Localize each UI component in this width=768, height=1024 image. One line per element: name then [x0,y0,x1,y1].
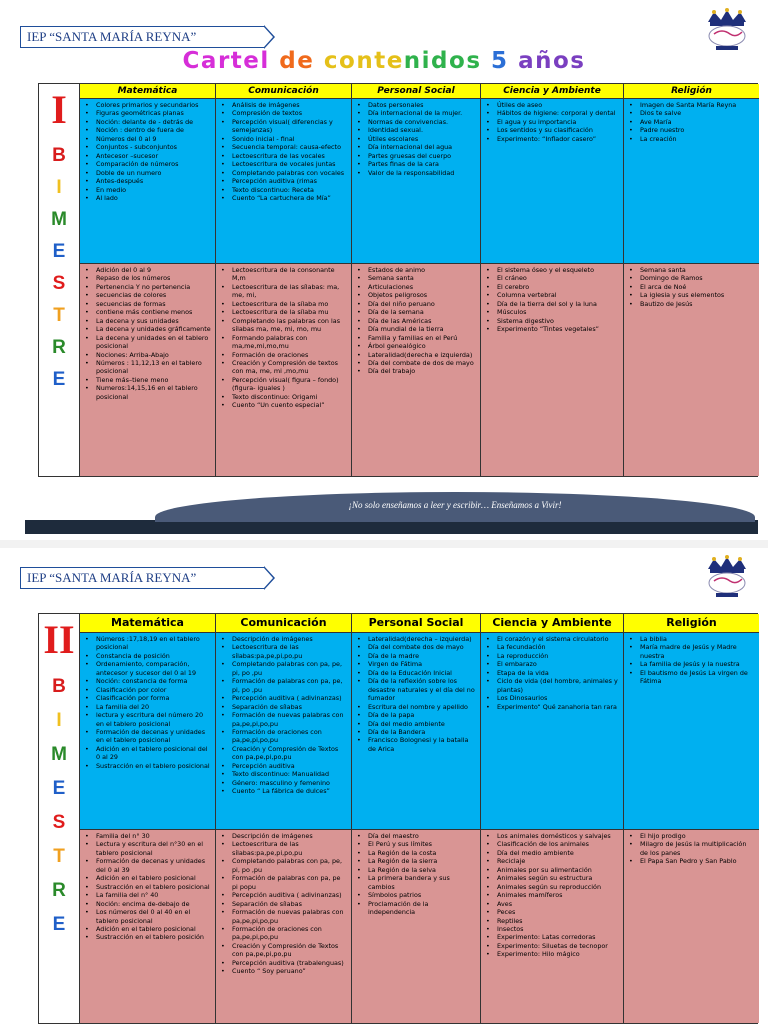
list-item: • La familia del 20 [84,703,212,711]
list-item: • Noción: encima de-debajo de [84,900,212,908]
cell-personal-social [352,633,481,830]
list-item: • Cuento “ La fábrica de dulces” [220,787,348,795]
cell-ciencia-ambiente [481,633,624,830]
list-item: • La primera bandera y sus cambios [356,874,477,891]
list-item: • Animales según su estructura [485,874,620,882]
list-item: • Los animales domésticos y salvajes [485,832,620,840]
page-title [0,48,768,74]
list-item: • Domingo de Ramos [628,274,756,282]
header-ciencia-ambiente: Ciencia y Ambiente [481,614,624,633]
list-item: • La iglesia y sus elementos [628,291,756,299]
list-item: • Normas de convivencias. [356,118,477,126]
motto-text: ¡No solo enseñamos a leer y escribir… Enseñamos a Vivir! [348,500,562,510]
list-item: • Formando palabras con ma,me,mi,mo,mu [220,334,348,351]
list-item: • Experimento“ Qué zanahoria tan rara [485,703,620,711]
cell-matematica [80,264,216,476]
list-item: • Noción: delante de - detrás de [84,118,212,126]
list-item: • El cráneo [485,274,620,282]
list-item: • Día de la papa [356,711,477,719]
list-item: • Noción : dentro de fuera de [84,126,212,134]
list-item: • Día de la semana [356,308,477,316]
list-item: • Pertenencia Y no pertenencia [84,283,212,291]
list-item: • Formación de nuevas palabras con pa,pe,pi,po,pu [220,711,348,728]
list-item: • Percepción auditiva [220,762,348,770]
list-item: • Creación y Compresión de Textos con pa,pe,pi,po,pu [220,745,348,762]
list-item: • Día del medio ambiente [356,720,477,728]
list-item: • Formación de decenas y unidades del 0 al 39 [84,857,212,874]
list-item: • Noción: constancia de forma [84,677,212,685]
list-item: • Los Dinosaurios [485,694,620,702]
title-part-1: Cartel [182,48,270,74]
cell-comunicacion [216,633,352,830]
list-item: • La decena y unidades gráficamente [84,325,212,333]
cell-ciencia-ambiente [481,264,624,476]
bimestre-1-table [38,83,758,477]
header-religion: Religión [624,614,759,633]
cell-matematica [80,99,216,264]
list-item: • Día de la Educación Inicial [356,669,477,677]
school-name: IEP “SANTA MARÍA REYNA” [27,29,197,44]
list-item: • Útiles escolares [356,135,477,143]
side-letter: M [51,209,67,230]
list-item: • Completando palabras con pa, pe, pi, po ,pu [220,660,348,677]
list-item: • María madre de Jesús y Madre nuestra [628,643,756,660]
list-item: • Estados de animo [356,266,477,274]
list-item: • Descripción de imágenes [220,635,348,643]
list-item: • Tiene más–tiene meno [84,376,212,384]
list-item: • Datos personales [356,101,477,109]
list-item: • Reciclaje [485,857,620,865]
list-item: • El cerebro [485,283,620,291]
list-item: • Lectoescritura de la consonante M,m [220,266,348,283]
list-item: • Adición del 0 al 9 [84,266,212,274]
school-crest-icon [702,555,752,599]
list-item: • Análisis de imágenes [220,101,348,109]
list-item: • Partes finas de la cara [356,160,477,168]
list-item: • Día de las Américas [356,317,477,325]
list-item: • Separación de sílabas [220,703,348,711]
list-item: • Secuencia temporal: causa-efecto [220,143,348,151]
list-item: • Cuento “La cartuchera de Mía” [220,194,348,202]
list-item: • Conjuntos - subconjuntos [84,143,212,151]
list-item: • Al lado [84,194,212,202]
title-part-3: conte [323,48,404,74]
list-item: • Lectoescritura de las vocales [220,152,348,160]
cell-ciencia-ambiente [481,99,624,264]
list-item: • La decena y unidades en el tablero posicional [84,334,212,351]
side-letter: R [52,880,66,901]
list-item: • Clasificación por color [84,686,212,694]
header-religion: Religión [624,84,759,99]
list-item: • Cuento “Un cuento especial” [220,401,348,409]
list-item: • Formación de decenas y unidades en el tablero posicional [84,728,212,745]
list-item: • Completando palabras con vocales [220,169,348,177]
list-item: • Día de la reflexión sobre los desastre naturales y el día del no fumador [356,677,477,702]
list-item: • Proclamación de la independencia [356,900,477,917]
list-item: • Percepción visual( figura – fondo)(figura- iguales ) [220,376,348,393]
list-item: • Los números del 0 al 40 en el tablero posicional [84,908,212,925]
list-item: • El sistema óseo y el esqueleto [485,266,620,274]
list-item: • Día mundial de la tierra [356,325,477,333]
list-item: • La Región de la sierra [356,857,477,865]
list-item: • Escritura del nombre y apellido [356,703,477,711]
header-personal-social: Personal Social [352,614,481,633]
list-item: • Antes-después [84,177,212,185]
list-item: • Símbolos patrios [356,891,477,899]
list-item: • Adición en el tablero posicional del 0 al 29 [84,745,212,762]
list-item: • Lectoescritura de la sílaba mo [220,300,348,308]
list-item: • Separación de sílabas [220,900,348,908]
list-item: • Creación y Compresión de Textos con pa,pe,pi,po,pu [220,942,348,959]
cell-religion [624,99,759,264]
list-item: • El bautismo de Jesús La virgen de Fátima [628,669,756,686]
list-item: • Francisco Bolognesi y la batalla de Arica [356,736,477,753]
list-item: • Números :17,18,19 en el tablero posicional [84,635,212,652]
cell-personal-social [352,830,481,1023]
list-item: • Lateralidad(derecha – izquierda) [356,635,477,643]
side-letter: T [53,846,65,867]
list-item: • Adición en el tablero posicional [84,874,212,882]
list-item: • Formación de oraciones [220,351,348,359]
header-ciencia-ambiente: Ciencia y Ambiente [481,84,624,99]
list-item: • Familia del n° 30 [84,832,212,840]
cell-religion [624,830,759,1023]
list-item: • Adición en el tablero posicional [84,925,212,933]
list-item: • Números del 0 al 9 [84,135,212,143]
list-item: • Percepción auditiva (trabalenguas) [220,959,348,967]
list-item: • Lectoescritura de las sílabas:pa,pe,pi,po,pu [220,643,348,660]
list-item: • Género: masculino y femenino [220,779,348,787]
list-item: • La familia de Jesús y la nuestra [628,660,756,668]
list-item: • Formación de oraciones con pa,pe,pi,po,pu [220,728,348,745]
list-item: • La reproducción [485,652,620,660]
cell-comunicacion [216,830,352,1023]
list-item: • En medio [84,186,212,194]
list-item: • Día de la tierra del sol y la luna [485,300,620,308]
list-item: • Experimento: “Inflador casero” [485,135,620,143]
cell-comunicacion [216,99,352,264]
bimestre-2-side-label [39,614,80,1023]
list-item: • Percepción auditiva (rimas [220,177,348,185]
list-item: • Ave María [628,118,756,126]
list-item: • Sistema digestivo [485,317,620,325]
list-item: • Compresión de textos [220,109,348,117]
bimestre-1-side-label [39,84,80,476]
list-item: • Insectos [485,925,620,933]
list-item: • Percepción auditiva ( adivinanzas) [220,891,348,899]
side-letter: T [53,305,65,326]
list-item: • Reptiles [485,917,620,925]
list-item: • Clasificación de los animales [485,840,620,848]
list-item: • Experimento: Hilo mágico [485,950,620,958]
list-item: • Repaso de los números [84,274,212,282]
motto-banner [25,492,758,520]
list-item: • Texto discontinuo: Manualidad [220,770,348,778]
title-part-2: de [279,48,315,74]
list-item: • Bautizo de Jesús [628,300,756,308]
list-item: • Los sentidos y su clasificación [485,126,620,134]
list-item: • Nociones: Arriba-Abajo [84,351,212,359]
side-letter: B [52,145,66,166]
list-item: • Formación de palabras con pa, pe, pi, po ,pu [220,677,348,694]
list-item: • Semana santa [628,266,756,274]
header-personal-social: Personal Social [352,84,481,99]
list-item: • Día del niño peruano [356,300,477,308]
list-item: • Antecesor –sucesor [84,152,212,160]
cell-religion [624,633,759,830]
list-item: • Lateralidad(derecha e izquierda) [356,351,477,359]
list-item: • Día internacional del agua [356,143,477,151]
list-item: • El embarazo [485,660,620,668]
school-crest-icon [702,8,752,52]
list-item: • Texto discontinuo: Receta [220,186,348,194]
list-item: • Sustracción en el tablero posicional [84,762,212,770]
list-item: • contiene más contiene menos [84,308,212,316]
side-letter: S [52,812,66,833]
school-name-tag [20,567,264,589]
school-name-tag [20,26,264,48]
list-item: • Lectoescritura de las sílabas: ma, me, mi, [220,283,348,300]
cell-matematica [80,830,216,1023]
list-item: • Padre nuestro [628,126,756,134]
list-item: • La decena y sus unidades [84,317,212,325]
list-item: • El arca de Noé [628,283,756,291]
list-item: • Ciclo de vida (del hombre, animales y plantas) [485,677,620,694]
cell-matematica [80,633,216,830]
list-item: • Ordenamiento, comparación, antecesor y sucesor del 0 al 19 [84,660,212,677]
bimestre-1-roman: I [51,87,67,132]
side-letter: B [52,676,66,697]
list-item: • Numeros:14,15,16 en el tablero posicional [84,384,212,401]
list-item: • Útiles de aseo [485,101,620,109]
list-item: • Peces [485,908,620,916]
list-item: • Aves [485,900,620,908]
list-item: • Animales según su reproducción [485,883,620,891]
list-item: • Hábitos de higiene: corporal y dental [485,109,620,117]
list-item: • Día del combate de dos de mayo [356,359,477,367]
title-part-6: años [518,48,586,74]
cell-ciencia-ambiente [481,830,624,1023]
list-item: • Imagen de Santa María Reyna [628,101,756,109]
page-separator [0,540,768,548]
list-item: • Objetos peligrosos [356,291,477,299]
school-name: IEP “SANTA MARÍA REYNA” [27,570,197,585]
list-item: • Constancia de posición [84,652,212,660]
bimestre-2-roman: II [43,617,75,662]
list-item: • Colores primarios y secundarios [84,101,212,109]
list-item: • Partes gruesas del cuerpo [356,152,477,160]
list-item: • La creación [628,135,756,143]
side-letter: E [52,778,66,799]
list-item: • Creación y Compresión de textos con ma, me, mi ,mo,mu [220,359,348,376]
list-item: • Descripción de imágenes [220,832,348,840]
list-item: • El agua y su importancia [485,118,620,126]
list-item: • Identidad sexual. [356,126,477,134]
side-letter: E [52,241,66,262]
list-item: • Formación de nuevas palabras con pa,pe,pi,po,pu [220,908,348,925]
list-item: • Texto discontinuo: Origami [220,393,348,401]
list-item: • Virgen de Fátima [356,660,477,668]
list-item: • El Perú y sus límites [356,840,477,848]
list-item: • Números : 11,12,13 en el tablero posicional [84,359,212,376]
list-item: • Animales por su alimentación [485,866,620,874]
list-item: • El hijo prodigo [628,832,756,840]
list-item: • Cuento “ Soy peruano” [220,967,348,975]
list-item: • La familia del n° 40 [84,891,212,899]
list-item: • Día de la madre [356,652,477,660]
side-letter: I [56,710,62,731]
list-item: • La biblia [628,635,756,643]
header-matematica: Matemática [80,84,216,99]
list-item: • Lectoescritura de la sílaba mu [220,308,348,316]
side-letter: S [52,273,66,294]
list-item: • Sustracción en el tablero posicional [84,883,212,891]
list-item: • Lectura y escritura del n°30 en el tablero posicional [84,840,212,857]
list-item: • Valor de la responsabilidad [356,169,477,177]
list-item: • Experimento: Siluetas de tecnopor [485,942,620,950]
list-item: • Experimento “Tintes vegetales” [485,325,620,333]
list-item: • Dios te salve [628,109,756,117]
list-item: • Articulaciones [356,283,477,291]
page-two [0,548,768,1024]
list-item: • Percepción visual( diferencias y semejanzas) [220,118,348,135]
list-item: • El Papa San Pedro y San Pablo [628,857,756,865]
list-item: • Columna vertebral [485,291,620,299]
list-item: • Formación de oraciones con pa,pe,pi,po,pu [220,925,348,942]
side-letter: M [51,744,67,765]
list-item: • lectura y escritura del número 20 en el tablero posicional [84,711,212,728]
title-part-5: 5 [491,48,509,74]
list-item: • Día de la Bandera [356,728,477,736]
header-comunicacion: Comunicación [216,84,352,99]
side-letter: I [56,177,62,198]
list-item: • Lectoescritura de vocales juntas [220,160,348,168]
list-item: • Semana santa [356,274,477,282]
side-letter: R [52,337,66,358]
list-item: • Milagro de Jesús la multiplicación de los panes [628,840,756,857]
cell-personal-social [352,264,481,476]
list-item: • Doble de un numero [84,169,212,177]
list-item: • Formación de palabras con pa, pe pi popu [220,874,348,891]
header-comunicacion: Comunicación [216,614,352,633]
header-matematica: Matemática [80,614,216,633]
list-item: • La fecundación [485,643,620,651]
side-letter: E [52,914,66,935]
list-item: • La Región de la costa [356,849,477,857]
list-item: • Etapa de la vida [485,669,620,677]
list-item: • secuencias de formas [84,300,212,308]
bimestre-2-table [38,613,758,1024]
list-item: • La Región de la selva [356,866,477,874]
list-item: • Completando las palabras con las sílabas ma, me, mi, mo, mu [220,317,348,334]
list-item: • El corazón y el sistema circulatorio [485,635,620,643]
side-letter: E [52,369,66,390]
list-item: • Animales mamíferos [485,891,620,899]
cell-comunicacion [216,264,352,476]
list-item: • Completando palabras con pa, pe, pi, po ,pu [220,857,348,874]
cell-religion [624,264,759,476]
list-item: • Percepción auditiva ( adivinanzas) [220,694,348,702]
title-part-4: nidos [403,48,482,74]
list-item: • Comparación de números [84,160,212,168]
list-item: • Familia y familias en el Perú [356,334,477,342]
cell-personal-social [352,99,481,264]
list-item: • Día internacional de la mujer. [356,109,477,117]
list-item: • Día del combate dos de mayo [356,643,477,651]
list-item: • Árbol genealógico [356,342,477,350]
list-item: • Músculos [485,308,620,316]
list-item: • Clasificación por forma [84,694,212,702]
list-item: • Día del medio ambiente [485,849,620,857]
list-item: • Experimento: Latas corredoras [485,933,620,941]
list-item: • Figuras geométricas planas [84,109,212,117]
list-item: • Sustracción en el tablero posición [84,933,212,941]
list-item: • Día del trabajo [356,367,477,375]
list-item: • Día del maestro [356,832,477,840]
list-item: • secuencias de colores [84,291,212,299]
list-item: • Lectoescritura de las sílabas:pa,pe,pi,po,pu [220,840,348,857]
list-item: • Sonido inicial - final [220,135,348,143]
